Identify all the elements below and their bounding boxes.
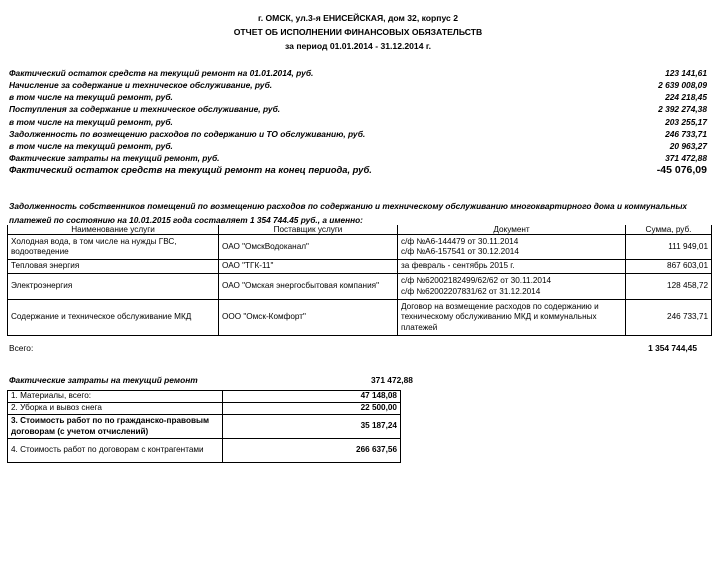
fin-row-debt-repair xyxy=(9,140,709,152)
financial-summary xyxy=(9,67,709,176)
fin-value: -45 076,09 xyxy=(656,164,707,177)
column-header: Поставщик услуги xyxy=(219,225,398,235)
cell-service: Содержание и техническое обслуживание МКД xyxy=(8,300,219,336)
column-header: Документ xyxy=(398,225,626,235)
column-header: Сумма, руб. xyxy=(626,225,712,235)
table-row xyxy=(8,403,401,415)
fin-row-debt xyxy=(9,128,709,140)
fin-value: 20 963,27 xyxy=(669,140,707,151)
cell-sum: 111 949,01 xyxy=(626,235,712,260)
fin-row-accrued-repair xyxy=(9,91,709,103)
cell-expense-label: 1. Материалы, всего: xyxy=(8,391,223,403)
fin-label: в том числе на текущий ремонт, руб. xyxy=(9,92,173,103)
fin-value: 371 472,88 xyxy=(665,152,707,163)
cell-expense-value: 35 187,24 xyxy=(223,415,401,439)
debt-paragraph: Задолженность собственников помещений по возмещению расходов по содержанию и техническому обслуживанию многоквартирного дома и коммунальных платежей по состоянию на 10.01.2015 года составляет 1 354 744.45 руб., а именно: xyxy=(9,201,688,225)
cell-expense-value: 266 637,56 xyxy=(223,439,401,463)
report-title: ОТЧЕТ ОБ ИСПОЛНЕНИИ ФИНАНСОВЫХ ОБЯЗАТЕЛЬСТВ xyxy=(233,27,483,37)
cell-service: Холодная вода, в том числе на нужды ГВС, водоотведение xyxy=(8,235,219,260)
cell-expense-value: 22 500,00 xyxy=(223,403,401,415)
total-value: 1 354 744,45 xyxy=(648,343,697,353)
fin-value: 123 141,61 xyxy=(665,68,707,78)
table-row xyxy=(8,274,712,300)
fin-value: 2 392 274,38 xyxy=(658,104,707,115)
cell-sum: 128 458,72 xyxy=(626,274,712,300)
services-total-row xyxy=(9,343,709,355)
fin-label: в том числе на текущий ремонт, руб. xyxy=(9,140,173,151)
cell-supplier: ООО "Омск-Комфорт" xyxy=(219,300,398,336)
fin-value: 203 255,17 xyxy=(665,116,707,127)
cell-sum: 246 733,71 xyxy=(626,300,712,336)
cell-expense-label: 2. Уборка и вывоз снега xyxy=(8,403,223,415)
cell-supplier: ОАО "Омская энергосбытовая компания" xyxy=(219,274,398,300)
table-row xyxy=(8,300,712,336)
report-period: за период 01.01.2014 - 31.12.2014 г. xyxy=(285,41,431,51)
table-row xyxy=(8,415,401,439)
fin-row-accrued xyxy=(9,79,709,91)
fin-label: Поступления за содержание и техническое обслуживание, руб. xyxy=(9,104,281,115)
cell-sum: 867 603,01 xyxy=(626,260,712,274)
cell-service: Электроэнергия xyxy=(8,274,219,300)
fin-row-closing-balance xyxy=(9,164,709,176)
table-row xyxy=(8,391,401,403)
address-heading: г. ОМСК, ул.3-я ЕНИСЕЙСКАЯ, дом 32, корпус 2 xyxy=(257,13,459,23)
expenses-total: 371 472,88 xyxy=(371,375,413,385)
cell-expense-label: 4. Стоимость работ по договорам с контрагентами xyxy=(8,439,223,463)
fin-label: в том числе на текущий ремонт, руб. xyxy=(9,116,173,127)
fin-value: 2 639 008,09 xyxy=(658,80,707,91)
cell-document: с/ф №62002182499/62/62 от 30.11.2014 с/ф №62002207831/62 от 31.12.2014 xyxy=(398,274,626,300)
fin-label: Задолженность по возмещению расходов по содержанию и ТО обслуживанию, руб. xyxy=(9,128,366,139)
cell-document: с/ф №А6-144479 от 30.11.2014 с/ф №А6-157541 от 30.12.2014 xyxy=(398,235,626,260)
cell-document: Договор на возмещение расходов по содержанию и техническому обслуживанию МКД и коммунальных платежей xyxy=(398,300,626,336)
fin-row-received-repair xyxy=(9,116,709,128)
table-row xyxy=(8,235,712,260)
fin-label: Фактический остаток средств на текущий ремонт на 01.01.2014, руб. xyxy=(9,68,314,78)
cell-service: Тепловая энергия xyxy=(8,260,219,274)
cell-expense-label: 3. Стоимость работ по по гражданско-правовым договорам (с учетом отчислений) xyxy=(8,415,223,439)
cell-document: за февраль - сентябрь 2015 г. xyxy=(398,260,626,274)
fin-label: Фактические затраты на текущий ремонт, руб. xyxy=(9,152,220,163)
fin-value: 224 218,45 xyxy=(665,92,707,103)
fin-row-received xyxy=(9,103,709,115)
fin-label: Начисление за содержание и техническое обслуживание, руб. xyxy=(9,80,273,91)
table-header-row xyxy=(8,225,712,235)
cell-expense-value: 47 148,08 xyxy=(223,391,401,403)
column-header: Наименование услуги xyxy=(8,225,219,235)
fin-row-actual-costs xyxy=(9,152,709,164)
cell-supplier: ОАО "ОмскВодоканал" xyxy=(219,235,398,260)
expenses-table xyxy=(7,390,401,463)
fin-row-opening-balance xyxy=(9,67,709,79)
total-label: Всего: xyxy=(9,343,34,353)
cell-supplier: ОАО "ТГК-11" xyxy=(219,260,398,274)
services-debt-table xyxy=(7,225,712,336)
fin-value: 246 733,71 xyxy=(665,128,707,139)
table-row xyxy=(8,260,712,274)
fin-label: Фактический остаток средств на текущий ремонт на конец периода, руб. xyxy=(9,164,372,176)
expenses-title: Фактические затраты на текущий ремонт xyxy=(9,375,198,385)
table-row xyxy=(8,439,401,463)
